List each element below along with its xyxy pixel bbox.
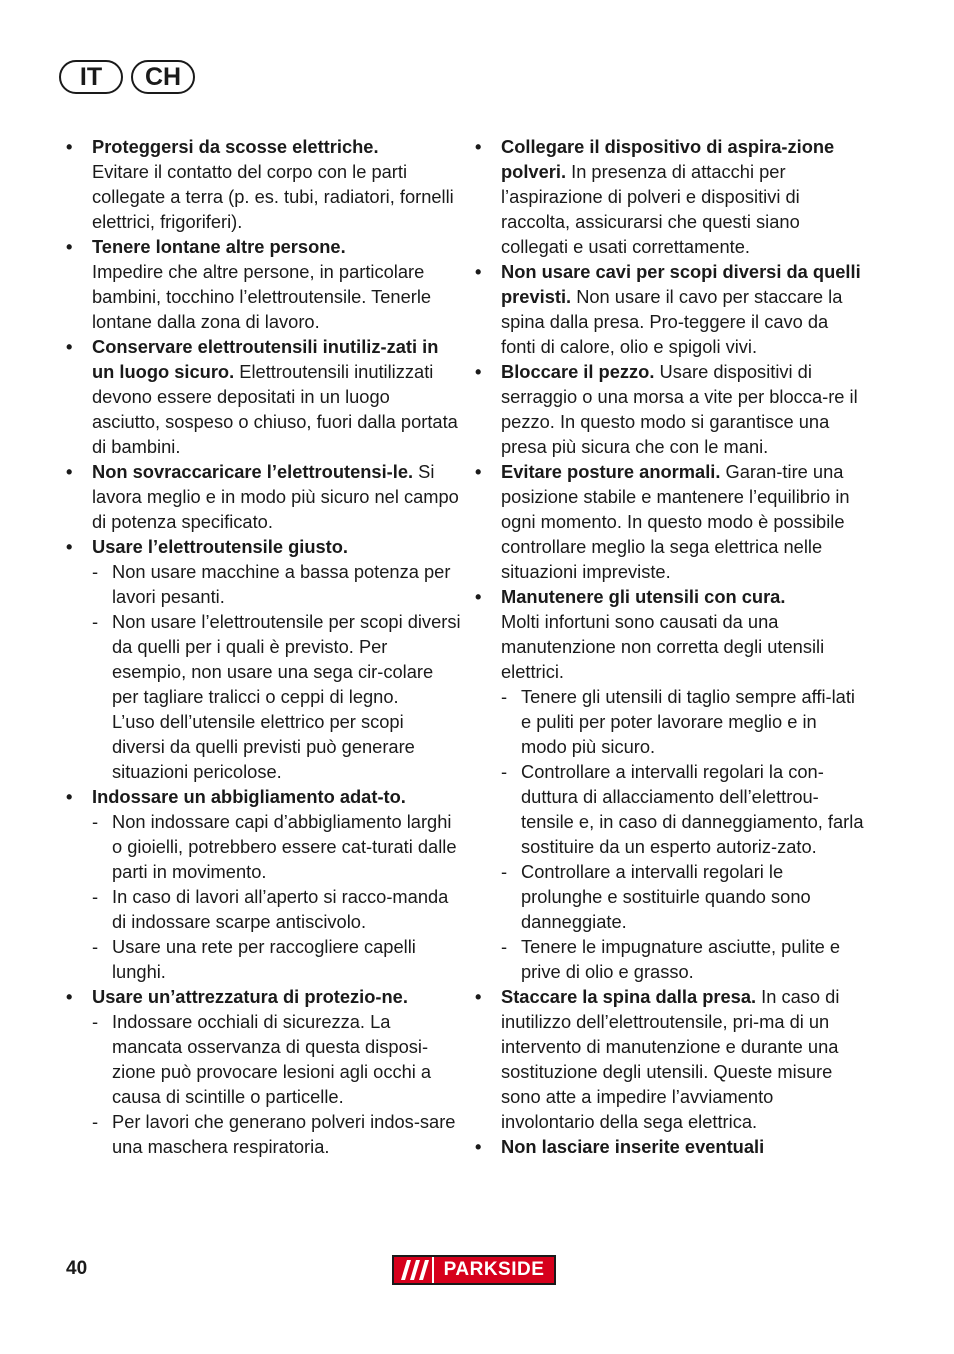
sub-item-text: Non usare l’elettroutensile per scopi diversi da quelli per i quali è previsto. Per esempio, non usare una sega cir-colare per tagliare tralicci o ceppi di legno. xyxy=(112,611,461,707)
item-text xyxy=(92,459,461,534)
item-text xyxy=(501,459,865,584)
item-body: Garan-tire una posizione stabile e mantenere l’equilibrio in ogni momento. In questo modo è possibile controllare meglio la sega elettrica nelle situazioni impreviste. xyxy=(501,461,850,582)
language-badges xyxy=(59,60,195,94)
item-body: Usare dispositivi di serraggio o una morsa a vite per blocca-re il pezzo. In questo modo si garantisce una presa più sicura che con le mani. xyxy=(501,361,858,457)
item-text xyxy=(501,259,865,359)
bullet-icon: • xyxy=(475,361,482,382)
dash-icon: - xyxy=(92,811,99,832)
bullet-icon: • xyxy=(66,986,73,1007)
lang-badge-it: IT xyxy=(59,60,123,94)
sub-item-text: L’uso dell’utensile elettrico per scopi diversi da quelli previsti può generare situazioni pericolose. xyxy=(112,711,415,782)
brand-logo xyxy=(392,1255,556,1285)
bullet-icon: • xyxy=(475,136,482,157)
instruction-item xyxy=(66,459,461,534)
instruction-item xyxy=(475,359,865,459)
sub-item-text: Controllare a intervalli regolari le prolunghe e sostituirle quando sono danneggiate. xyxy=(521,861,811,932)
item-text xyxy=(501,584,865,609)
dash-icon: - xyxy=(92,611,99,632)
instruction-item xyxy=(66,784,461,984)
sub-item-text: Non indossare capi d’abbigliamento larghi o gioielli, potrebbero essere cat-turati dalle parti in movimento. xyxy=(112,811,457,882)
dash-icon: - xyxy=(501,761,508,782)
left-column xyxy=(66,134,461,1159)
logo-wordmark: PARKSIDE xyxy=(443,1259,545,1280)
instruction-item xyxy=(475,134,865,259)
item-heading: Tenere lontane altre persone. xyxy=(92,236,346,257)
item-heading: Non lasciare inserite eventuali xyxy=(501,1136,765,1157)
item-text xyxy=(501,984,865,1134)
sub-item-text: Usare una rete per raccogliere capelli lunghi. xyxy=(112,936,416,982)
sub-list-item xyxy=(92,809,461,884)
sub-list-item xyxy=(501,934,865,984)
sub-list-item xyxy=(501,759,865,859)
sub-list xyxy=(501,684,865,984)
sub-item-text: Controllare a intervalli regolari la con-duttura di allacciamento dell’elettrou-tensile e, in caso di danneggiamento, farla sostituire da un esperto autoriz-zato. xyxy=(521,761,864,857)
dash-icon: - xyxy=(501,861,508,882)
item-heading: Evitare posture anormali. xyxy=(501,461,721,482)
item-body: Evitare il contatto del corpo con le parti collegate a terra (p. es. tubi, radiatori, fornelli elettrici, frigoriferi). xyxy=(92,161,454,232)
sub-list xyxy=(92,809,461,984)
sub-list-item xyxy=(92,1109,461,1159)
instruction-item xyxy=(475,459,865,584)
dash-icon: - xyxy=(92,561,99,582)
item-text xyxy=(501,359,865,459)
instruction-item xyxy=(66,134,461,234)
bullet-icon: • xyxy=(475,986,482,1007)
item-body: In presenza di attacchi per l’aspirazione di polveri e dispositivi di raccolta, assicurarsi che questi siano collegati e usati correttamente. xyxy=(501,161,800,257)
item-text xyxy=(92,534,461,559)
item-text xyxy=(501,134,865,259)
item-body: In caso di inutilizzo dell’elettroutensile, pri-ma di un intervento di manutenzione e durante una sostituzione degli utensili. Queste misure sono atte a impedire l’avviamento involontario della sega elettrica. xyxy=(501,986,840,1132)
bullet-icon: • xyxy=(475,461,482,482)
dash-icon: - xyxy=(92,1111,99,1132)
sub-item-text: Indossare occhiali di sicurezza. La mancata osservanza di questa disposi-zione può provocare lesioni agli occhi a causa di scintille o particelle. xyxy=(112,1011,432,1107)
instruction-item xyxy=(475,984,865,1134)
bullet-icon: • xyxy=(475,1136,482,1157)
item-heading: Collegare il dispositivo di aspira-zione polveri. xyxy=(501,136,835,182)
item-text xyxy=(92,784,461,809)
item-body: Si lavora meglio e in modo più sicuro nel campo di potenza specificato. xyxy=(92,461,459,532)
sub-list-item xyxy=(92,559,461,609)
sub-item-text: Non usare macchine a bassa potenza per lavori pesanti. xyxy=(112,561,451,607)
sub-list-item xyxy=(501,684,865,759)
item-heading: Usare un’attrezzatura di protezio-ne. xyxy=(92,986,408,1007)
item-body: Molti infortuni sono causati da una manutenzione non corretta degli utensili elettrici. xyxy=(501,611,825,682)
item-heading: Usare l’elettroutensile giusto. xyxy=(92,536,348,557)
dash-icon: - xyxy=(92,936,99,957)
bullet-icon: • xyxy=(66,536,73,557)
sub-list xyxy=(92,559,461,784)
item-body: Impedire che altre persone, in particolare bambini, tocchino l’elettroutensile. Tenerle lontane dalla zona di lavoro. xyxy=(92,261,432,332)
item-heading: Proteggersi da scosse elettriche. xyxy=(92,136,379,157)
sub-list-item xyxy=(92,934,461,984)
item-heading: Indossare un abbigliamento adat-to. xyxy=(92,786,406,807)
instruction-item xyxy=(66,234,461,334)
item-heading: Manutenere gli utensili con cura. xyxy=(501,586,786,607)
item-text xyxy=(501,1134,865,1159)
lang-badge-ch: CH xyxy=(131,60,195,94)
sub-item-text: Tenere gli utensili di taglio sempre affi-lati e puliti per poter lavorare meglio e in modo più sicuro. xyxy=(521,686,855,757)
sub-list-item xyxy=(92,1009,461,1109)
item-heading: Staccare la spina dalla presa. xyxy=(501,986,757,1007)
item-heading: Non sovraccaricare l’elettroutensi-le. xyxy=(92,461,414,482)
right-column xyxy=(475,134,865,1159)
instruction-item xyxy=(475,584,865,984)
item-text xyxy=(92,234,461,259)
page-number: 40 xyxy=(66,1258,88,1279)
bullet-icon: • xyxy=(66,461,73,482)
instruction-item xyxy=(475,259,865,359)
dash-icon: - xyxy=(92,1011,99,1032)
sub-list-item xyxy=(501,859,865,934)
dash-icon: - xyxy=(92,886,99,907)
sub-list-item xyxy=(92,609,461,784)
item-heading: Non usare cavi per scopi diversi da quelli previsti. xyxy=(501,261,861,307)
instruction-item xyxy=(475,1134,865,1159)
item-text xyxy=(92,984,461,1009)
instruction-item xyxy=(66,534,461,784)
item-text xyxy=(92,334,461,459)
sub-item-text: Tenere le impugnature asciutte, pulite e prive di olio e grasso. xyxy=(521,936,841,982)
item-body: Elettroutensili inutilizzati devono essere depositati in un luogo asciutto, sospeso o chiuso, fuori dalla portata di bambini. xyxy=(92,361,458,457)
sub-item-text: Per lavori che generano polveri indos-sare una maschera respiratoria. xyxy=(112,1111,456,1157)
sub-list-item xyxy=(92,884,461,934)
bullet-icon: • xyxy=(66,236,73,257)
bullet-icon: • xyxy=(66,786,73,807)
item-heading: Conservare elettroutensili inutiliz-zati in un luogo sicuro. xyxy=(92,336,439,382)
instruction-item xyxy=(66,334,461,459)
instruction-item xyxy=(66,984,461,1159)
sub-list xyxy=(92,1009,461,1159)
bullet-icon: • xyxy=(475,586,482,607)
dash-icon: - xyxy=(501,686,508,707)
dash-icon: - xyxy=(501,936,508,957)
item-body: Non usare il cavo per staccare la spina dalla presa. Pro-teggere il cavo da fonti di calore, olio e spigoli vivi. xyxy=(501,286,843,357)
bullet-icon: • xyxy=(475,261,482,282)
item-heading: Bloccare il pezzo. xyxy=(501,361,655,382)
logo-stripes-icon xyxy=(394,1257,434,1283)
item-text xyxy=(92,134,461,159)
bullet-icon: • xyxy=(66,336,73,357)
sub-item-text: In caso di lavori all’aperto si racco-manda di indossare scarpe antiscivolo. xyxy=(112,886,449,932)
bullet-icon: • xyxy=(66,136,73,157)
